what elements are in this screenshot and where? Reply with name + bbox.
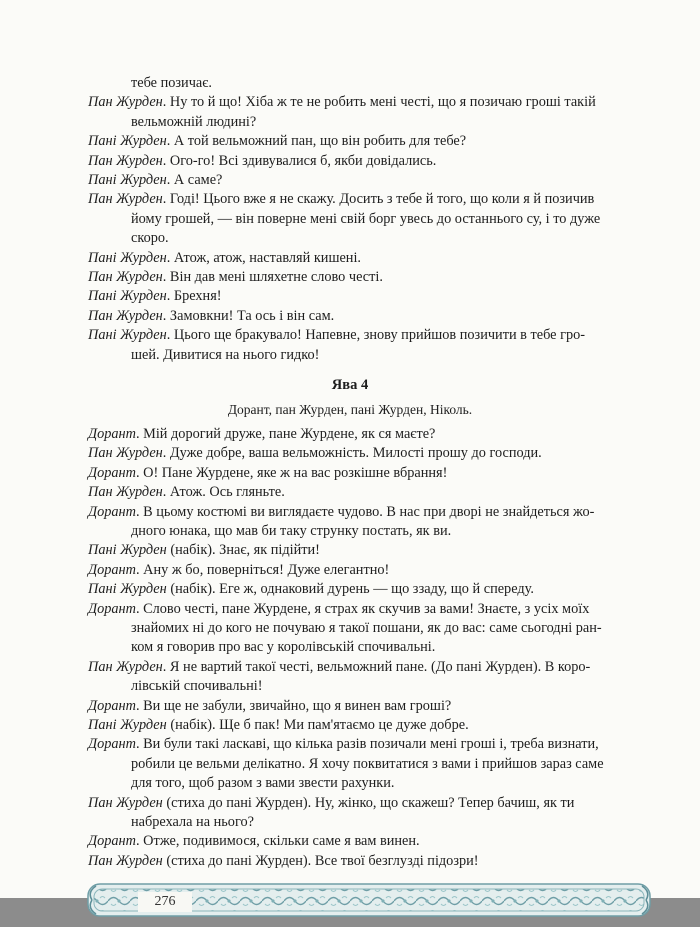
line-text: . О! Пане Журдене, яке ж на вас розкішне вбрання! (135, 464, 448, 481)
text-line-continuation (131, 619, 666, 637)
line-text: . Атож, атож, наставляй кишені. (166, 249, 362, 266)
dialogue-line (88, 425, 666, 443)
scene-title: Ява 4 (331, 377, 369, 393)
line-text: . Брехня! (166, 288, 222, 305)
speaker-name: Пан Журден (88, 852, 163, 869)
text-line-continuation (131, 813, 666, 831)
line-text: . Цього ще бракувало! Напевне, знову прийшов позичити в тебе гро- (166, 327, 586, 344)
dialogue-line (88, 832, 666, 850)
dialogue-line (88, 735, 666, 753)
dialogue-line (88, 658, 666, 676)
text-line-continuation (131, 774, 666, 792)
dialogue-line (88, 93, 666, 111)
speaker-name: Дорант (88, 464, 136, 481)
dialogue-line (88, 794, 666, 812)
line-text: . Дуже добре, ваша вельможність. Милості прошу до господи. (162, 445, 542, 462)
speaker-name: Пан Журден (88, 94, 163, 111)
line-text: ком я говорив про вас у королівській спочивальні. (131, 639, 436, 656)
line-text: (стиха до пані Журден). Все твої безглузді підозри! (162, 852, 479, 869)
speaker-name: Дорант (88, 833, 136, 850)
dialogue-line (88, 326, 666, 344)
speaker-name: Пані Журден (88, 581, 167, 598)
speaker-name: Пан Журден (88, 307, 163, 324)
text-line-continuation (131, 638, 666, 656)
speaker-name: Пані Журден (88, 288, 167, 305)
dialogue-line (88, 580, 666, 598)
dialogue-line (88, 307, 666, 325)
dialogue-line (88, 132, 666, 150)
line-text: . Слово честі, пане Журдене, я страх як скучив за вами! Знаєте, з усіх моїх (135, 600, 590, 617)
line-text: . Ну то й що! Хіба ж те не робить мені честі, що я позичаю гроші такій (162, 94, 596, 111)
dialogue-line (88, 852, 666, 870)
line-text: . А саме? (166, 172, 223, 188)
line-text: . Ви були такі ласкаві, що кілька разів позичали мені гроші і, треба визнати, (135, 736, 599, 753)
line-text: . Замовкни! Та ось і він сам. (162, 307, 335, 324)
dialogue-line (88, 716, 666, 734)
dialogue-line (88, 171, 666, 189)
line-text: . Ви ще не забули, звичайно, що я винен вам гроші? (135, 697, 452, 714)
line-text: . Ого-го! Всі здивувалися б, якби довідались. (162, 152, 437, 169)
line-text: . Ану ж бо, поверніться! Дуже елегантно! (135, 561, 390, 578)
line-text: . Мій дорогий друже, пане Журдене, як ся маєте? (135, 426, 436, 442)
line-text: (набік). Ще б пак! Ми пам'ятаємо це дуже добре. (166, 717, 469, 733)
dialogue-line (88, 152, 666, 170)
dialogue-line (88, 268, 666, 286)
scene-cast: Дорант, пан Журден, пані Журден, Ніколь. (227, 402, 473, 417)
speaker-name: Дорант (88, 426, 136, 442)
dialogue-line (88, 190, 666, 208)
line-text: йому грошей, — він поверне мені свій борг увесь до останнього су, і то дуже (131, 210, 601, 227)
dialogue-line (88, 483, 666, 501)
text-line-continuation (131, 346, 666, 364)
speaker-name: Пан Журден (88, 269, 163, 285)
line-text: . Він дав мені шляхетне слово честі. (162, 269, 383, 285)
speaker-name: Пані Журден (88, 249, 167, 266)
page-footer (86, 880, 652, 920)
speaker-name: Пан Журден (88, 484, 163, 501)
line-text: тебе позичає. (131, 75, 212, 91)
speaker-name: Дорант (88, 600, 136, 617)
dialogue-line (88, 600, 666, 618)
page-number: 276 (138, 892, 192, 912)
text-line-continuation (131, 522, 666, 540)
speaker-name: Пан Журден (88, 794, 163, 811)
line-text: (набік). Еге ж, однаковий дурень — що ззаду, що й спереду. (166, 581, 534, 598)
line-text: скоро. (131, 230, 169, 247)
speaker-name: Дорант (88, 503, 136, 520)
dialogue-line (88, 503, 666, 521)
text-line-continuation (131, 229, 666, 247)
dialogue-line (88, 249, 666, 267)
dialogue-line (88, 561, 666, 579)
speaker-name: Пан Журден (88, 152, 163, 169)
line-text: робили це вельми делікатно. Я хочу поквитатися з вами і прийшов зараз саме (131, 755, 604, 772)
line-text: . Атож. Ось гляньте. (162, 484, 285, 501)
line-text: . Годі! Цього вже я не скажу. Досить з тебе й того, що коли я й позичив (162, 191, 595, 208)
text-line-continuation (131, 74, 666, 92)
speaker-name: Пан Журден (88, 658, 163, 675)
speaker-name: Дорант (88, 561, 136, 578)
text-line-continuation (131, 755, 666, 773)
speaker-name: Пані Журден (88, 172, 167, 188)
speaker-name: Пані Журден (88, 717, 167, 733)
dialogue-line (88, 697, 666, 715)
line-text: для того, щоб разом з вами звести рахунки. (131, 775, 395, 792)
line-text: . Отже, подивимося, скільки саме я вам винен. (135, 833, 420, 850)
dialogue-line (88, 464, 666, 482)
line-text: . В цьому костюмі ви виглядаєте чудово. В нас при дворі не знайдеться жо- (135, 503, 595, 520)
speaker-name: Пан Журден (88, 191, 163, 208)
speaker-name: Пані Журден (88, 133, 167, 150)
line-text: . А той вельможний пан, що він робить для тебе? (166, 133, 467, 150)
speaker-name: Пані Журден (88, 327, 167, 344)
line-text: набрехала на нього? (131, 814, 254, 830)
line-text: знайомих ні до кого не почуваю я такої пошани, як до вас: саме сьогодні ран- (131, 620, 602, 636)
text-line-continuation (131, 210, 666, 228)
dialogue-line (88, 287, 666, 305)
dialogue-line (88, 444, 666, 462)
text-line-continuation (131, 677, 666, 695)
text-line-continuation (131, 113, 666, 131)
speaker-name: Дорант (88, 736, 136, 753)
line-text: вельможній людині? (131, 113, 257, 130)
speaker-name: Пані Журден (88, 542, 167, 559)
speaker-name: Пан Журден (88, 445, 163, 462)
line-text: (набік). Знає, як підійти! (166, 542, 320, 559)
dialogue-line (88, 541, 666, 559)
line-text: шей. Дивитися на нього гидко! (131, 346, 320, 363)
line-text: . Я не вартий такої честі, вельможний пане. (До пані Журден). В коро- (162, 658, 591, 675)
speaker-name: Дорант (88, 697, 136, 714)
line-text: дного юнака, що мав би таку струнку постать, як ви. (131, 523, 452, 539)
line-text: лівській спочивальні! (131, 678, 263, 695)
line-text: (стиха до пані Журден). Ну, жінко, що скажеш? Тепер бачиш, як ти (162, 794, 575, 811)
